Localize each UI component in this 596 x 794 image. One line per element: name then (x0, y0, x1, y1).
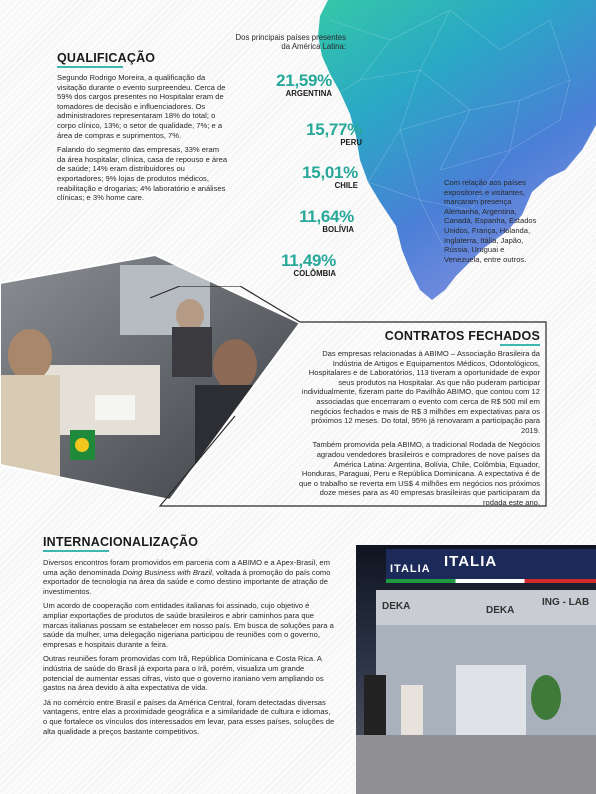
booth-brand-1: DEKA (382, 601, 411, 612)
contratos-paragraph-2: Também promovida pela ABIMO, a tradicional Rodada de Negócios agradou vendedores brasileiros e compradores de nove países da América Latina: Argentina, Bolívia, Chile, Colômbia, Equador, Honduras, Paraguai, Peru e República Dominicana. A expectativa é de que o trabalho se reverta em US$ 4 milhões em negócios nos próximos doze meses para as 40 empresas brasileiras que participaram da rodada este ano. (298, 440, 540, 507)
internacionalizacao-paragraph-2: Um acordo de cooperação com entidades italianas foi assinado, cujo objetivo é ampliar exportações de produtos de saúde brasileiros e abrir caminhos para que marcas italianas possam se estabelecer em nosso país. Em busca de soluções para a saúde da mulher, uma delegação nigeriana participou de reuniões com o governo, empresas e hospitais durante a feira. (43, 601, 334, 649)
internacionalizacao-title: INTERNACIONALIZAÇÃO (43, 535, 199, 549)
stat-pct: 11,49% (281, 251, 336, 270)
stat-argentina (242, 72, 332, 98)
stat-pct: 11,64% (299, 207, 354, 226)
stat-bolivia (264, 208, 354, 234)
qualificacao-paragraph-1: Segundo Rodrigo Moreira, a qualificação da visitação durante o evento surpreendeu. Cerca de 59% dos cargos presentes no Hospitalar eram de tomadores de decisão e influenciadores. Os administradores representaram 18% do total; o corpo clínico, 13%; o setor de qualidade, 7%; e a área de compras e suprimentos, 7%. (57, 73, 226, 140)
internacionalizacao-paragraph-4: Já no comércio entre Brasil e países da América Central, foram detectadas diversas vantagens, entre elas a proximidade geográfica e a similaridade de cultura e idiomas, o que fortalece os vínculos dos interessados em levar, para esses países, soluções de alta qualidade a preços bastante competitivos. (43, 697, 335, 736)
contratos-paragraph-1: Das empresas relacionadas à ABIMO – Associação Brasileira da Indústria de Artigos e Equipamentos Médicos, Odontológicos, Hospitalares e de Laboratórios, 113 tiveram a oportunidade de expor seus produtos na Hospitalar. As que não puderam participar individualmente, fizeram parte do Pavilhão ABIMO, que contou com 12 associadas que encerraram o evento com cerca de R$ 500 mil em negócios fechados e mais de R$ 3 milhões em expectativas para os próximos 12 meses. Do total, 95% já renovaram a participação para 2019. (301, 349, 540, 435)
booth-sign-left: ITALIA (390, 563, 431, 575)
qualificacao-rule (57, 66, 123, 68)
stat-pct: 15,77% (306, 120, 362, 139)
booth-photo (356, 545, 596, 794)
internacionalizacao-rule (43, 550, 109, 552)
stat-pct: 21,59% (276, 71, 332, 90)
paragraph-1-end: , voltada à promoção do país como exportador de tecnologia na área da saúde e como destino importante de atração de investimentos. (43, 567, 331, 596)
booth-equipment (456, 665, 526, 735)
stat-country: CHILE (334, 181, 358, 190)
contratos-title: CONTRATOS FECHADOS (384, 329, 540, 343)
internacionalizacao-paragraph-1 (43, 558, 335, 596)
stat-country: COLÔMBIA (293, 269, 336, 278)
booth-brand-2: DEKA (486, 605, 515, 616)
paragraph-1-emphasis: Doing Business with Brazil (122, 567, 212, 577)
booth-brand-3: ING - LAB (542, 597, 590, 608)
stat-country: ARGENTINA (285, 89, 332, 98)
paragraph-1-start: Diversos encontros foram promovidos em parceria com a ABIMO e a Apex-Brasil, em uma ação denominada (43, 558, 330, 577)
booth-plant (531, 675, 561, 720)
qualificacao-body (57, 73, 229, 208)
stat-pct: 15,01% (302, 163, 358, 182)
booth-sign-main: ITALIA (444, 553, 498, 570)
booth-floor (356, 735, 596, 794)
qualificacao-paragraph-2: Falando do segmento das empresas, 33% eram da área hospitalar, clínica, casa de repouso e área de saúde; 14% eram distribuidores ou exportadores; 9% lojas de produtos médicos, reabilitação e drogarias; 4% laboratório e análises clínicas; e 3% home care. (57, 145, 228, 203)
stat-peru (272, 121, 362, 147)
contratos-body (297, 349, 540, 513)
stat-country: PERU (340, 138, 362, 147)
visitors-note: Com relação aos países expositores e visitantes, marcaram presença Alemanha, Argentina, Canadá, Espanha, Estados Unidos, França, Holanda, Inglaterra, Itália, Japão, Rússia, Uruguai e Venezuela, entre outros. (444, 178, 537, 264)
map-caption: Dos principais países presentes da América Latina: (235, 33, 346, 52)
internacionalizacao-body (43, 558, 335, 741)
internacionalizacao-paragraph-3: Outras reuniões foram promovidas com Irã, República Dominicana e Costa Rica. A indústria de saúde do Brasil já exporta para o Irã, porém, visualiza um grande potencial de aumentar essas cifras, visto que o governo iraniano vem ampliando os gastos na área devido à alta expectativa de vida. (43, 654, 324, 693)
stat-chile (268, 164, 358, 190)
qualificacao-title: QUALIFICAÇÃO (57, 51, 156, 65)
stat-country: BOLÍVIA (322, 225, 354, 234)
booth-flag-stripe (386, 579, 596, 583)
contratos-rule (500, 344, 540, 346)
